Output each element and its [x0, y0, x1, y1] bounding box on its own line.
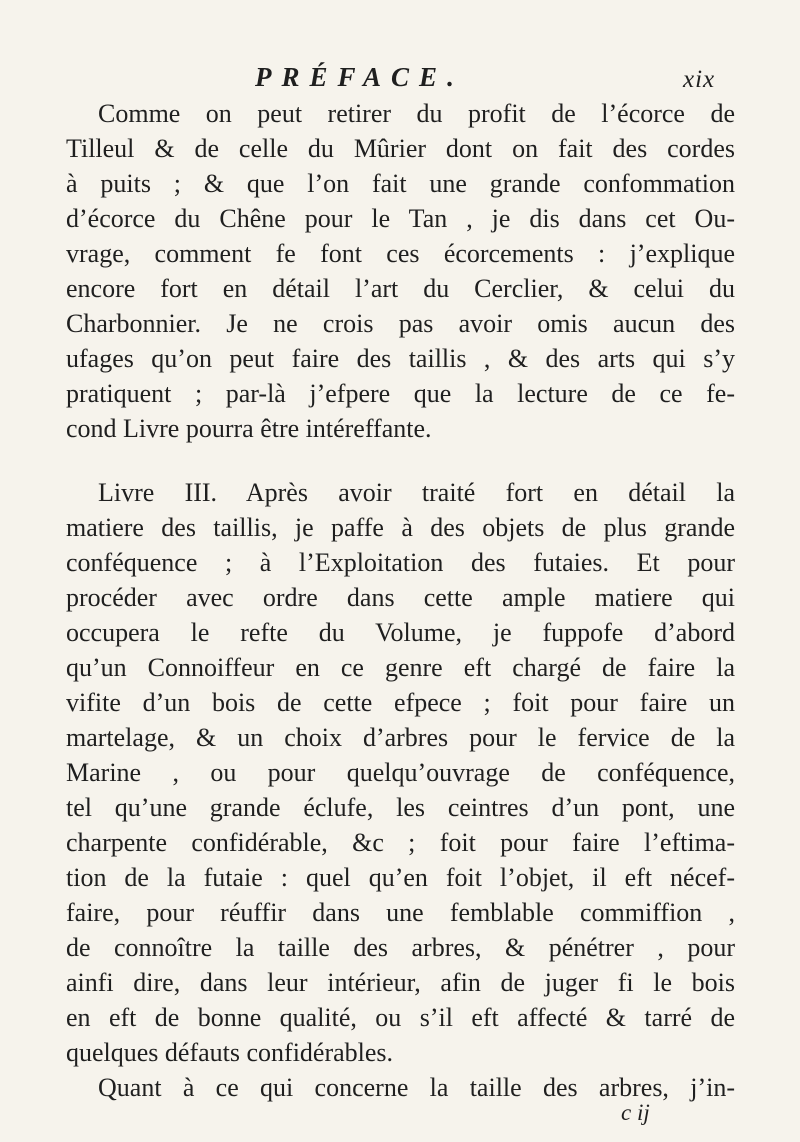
- text-line: tion de la futaie : quel qu’en foit l’objet, il eft nécef-: [66, 863, 735, 892]
- text-line: quelques défauts confidérables.: [66, 1038, 394, 1067]
- text-line: d’écorce du Chêne pour le Tan , je dis dans cet Ou-: [66, 204, 735, 233]
- text-line: conféquence ; à l’Exploitation des futaies. Et pour: [66, 548, 735, 577]
- text-line: tel qu’une grande éclufe, les ceintres d’un pont, une: [66, 793, 735, 822]
- text-line: qu’un Connoiffeur en ce genre eft chargé de faire la: [66, 653, 735, 682]
- signature-mark: c ij: [621, 1100, 650, 1125]
- text-line: faire, pour réuffir dans une femblable commiffion ,: [66, 898, 735, 927]
- text-line: martelage, & un choix d’arbres pour le fervice de la: [66, 723, 735, 752]
- text-line: encore fort en détail l’art du Cerclier, & celui du: [66, 274, 735, 303]
- text-line: Marine , ou pour quelqu’ouvrage de conféquence,: [66, 758, 735, 787]
- text-line: charpente confidérable, &c ; foit pour faire l’eftima-: [66, 828, 735, 857]
- running-head: PRÉFACE.: [255, 62, 464, 92]
- page-number: xix: [683, 66, 716, 93]
- text-line: vifite d’un bois de cette efpece ; foit pour faire un: [66, 688, 735, 717]
- text-line: matiere des taillis, je paffe à des objets de plus grande: [66, 513, 735, 542]
- text-line: Tilleul & de celle du Mûrier dont on fait des cordes: [66, 134, 735, 163]
- text-line: pratiquent ; par-là j’efpere que la lecture de ce fe-: [66, 379, 735, 408]
- text-line: de connoître la taille des arbres, & pénétrer , pour: [66, 933, 735, 962]
- text-line: Comme on peut retirer du profit de l’écorce de: [98, 99, 735, 128]
- text-line: Quant à ce qui concerne la taille des arbres, j’in-: [98, 1073, 735, 1102]
- text-line: cond Livre pourra être intéreffante.: [66, 414, 432, 443]
- text-line: à puits ; & que l’on fait une grande confommation: [66, 169, 735, 198]
- text-line: Livre III. Après avoir traité fort en détail la: [98, 478, 735, 507]
- text-line: ufages qu’on peut faire des taillis , & des arts qui s’y: [66, 344, 735, 373]
- text-line: Charbonnier. Je ne crois pas avoir omis aucun des: [66, 309, 735, 338]
- text-line: en eft de bonne qualité, ou s’il eft affecté & tarré de: [66, 1003, 735, 1032]
- text-line: vrage, comment fe font ces écorcements : j’explique: [66, 239, 735, 268]
- text-line: occupera le refte du Volume, je fuppofe d’abord: [66, 618, 735, 647]
- text-line: ainfi dire, dans leur intérieur, afin de juger fi le bois: [66, 968, 735, 997]
- text-line: procéder avec ordre dans cette ample matiere qui: [66, 583, 735, 612]
